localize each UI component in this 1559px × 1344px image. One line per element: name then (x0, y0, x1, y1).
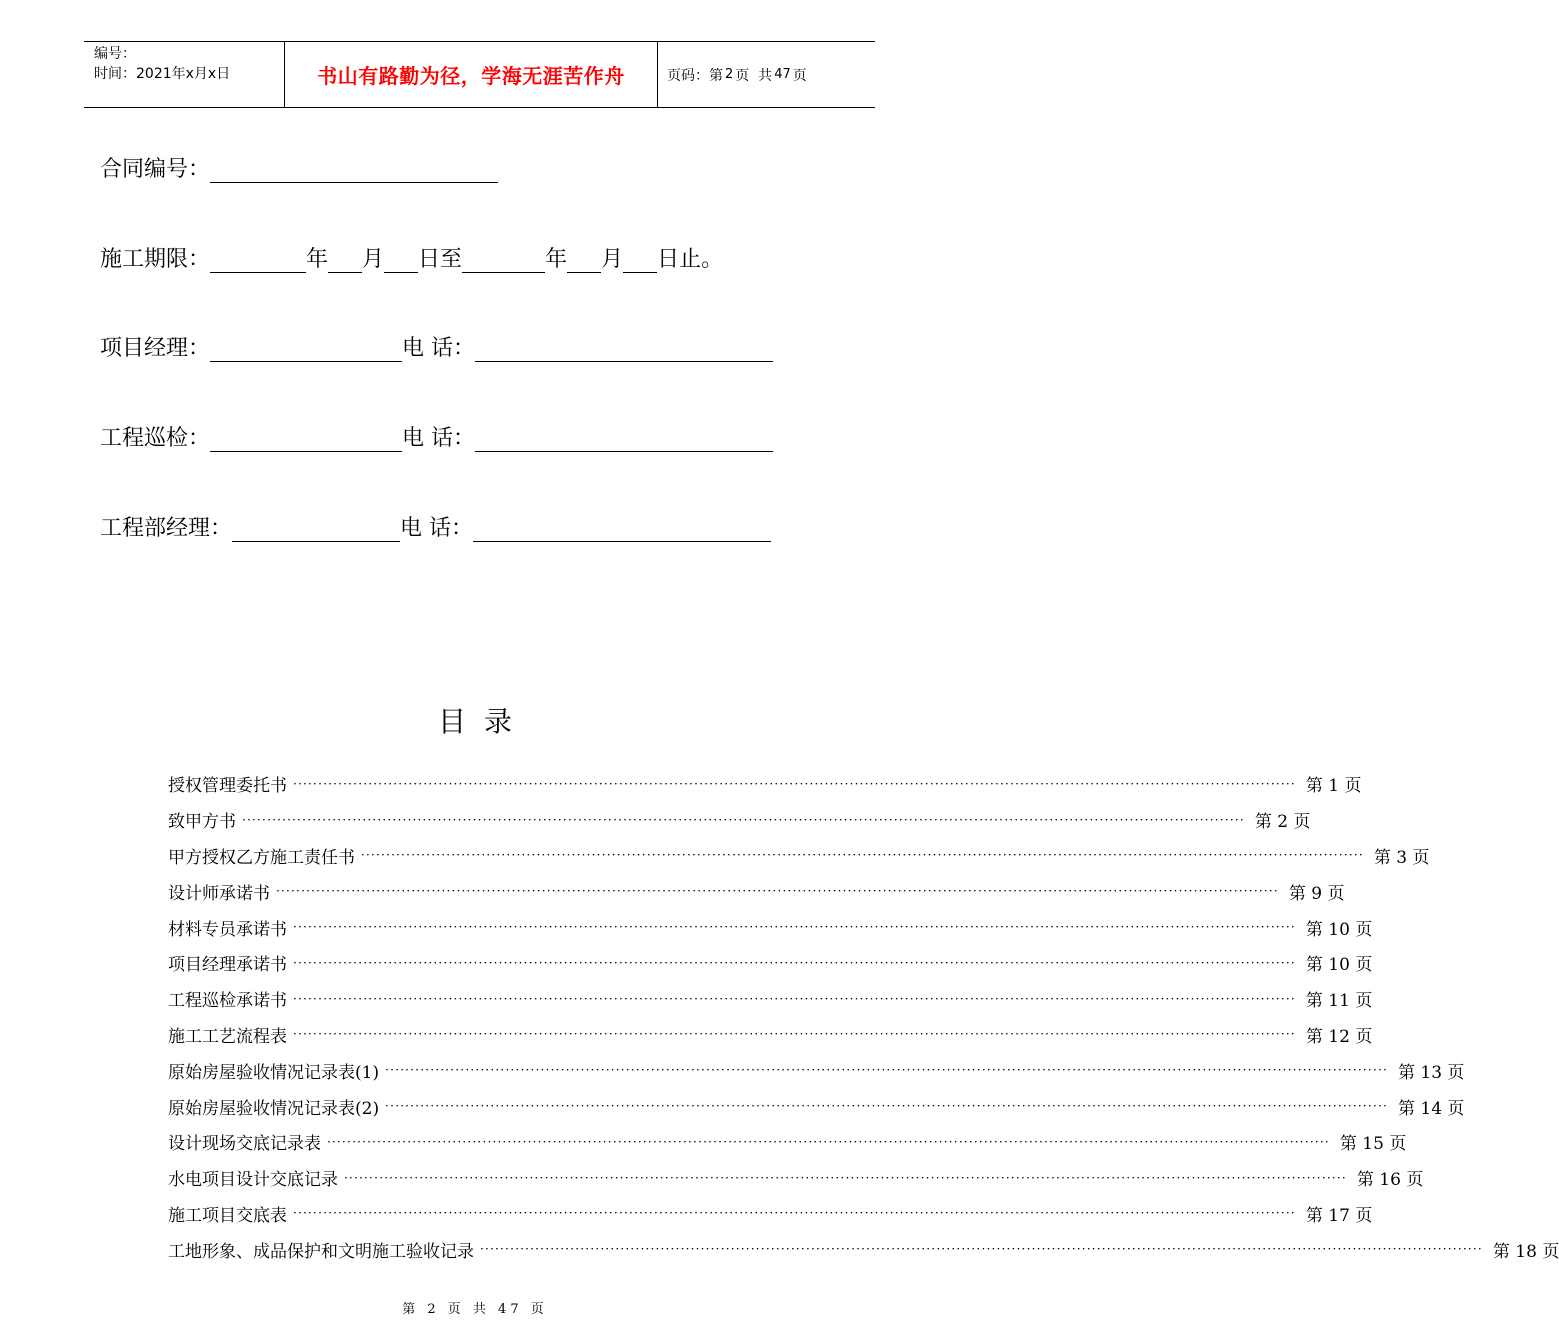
toc-item-title: 原始房屋验收情况记录表(2) (168, 1098, 380, 1119)
contract-no-blank[interactable] (210, 156, 498, 183)
inspect-blank[interactable] (210, 425, 402, 452)
page-current: 2 (725, 67, 734, 82)
pm-phone-blank[interactable] (475, 335, 773, 362)
page-footer: 第 2 页 共 47 页 (402, 1302, 548, 1317)
toc-item[interactable] (168, 909, 1373, 945)
toc-leader-dots: ········································································································································································································ (293, 1027, 1296, 1042)
toc-item-page: 第 18 页 (1492, 1241, 1559, 1262)
inspect-phone-label: 电 话： (402, 426, 476, 451)
toc-item-title: 授权管理委托书 (168, 776, 287, 797)
toc-item[interactable] (168, 1017, 1373, 1053)
inspect-field (100, 422, 773, 456)
toc-leader-dots: ········································································································································································································ (293, 955, 1296, 970)
toc-leader-dots: ········································································································································································································ (242, 812, 1245, 827)
toc-item[interactable] (168, 945, 1373, 981)
pm-label: 项目经理： (100, 336, 211, 361)
end-year-blank[interactable] (462, 246, 545, 273)
toc-leader-dots: ········································································································································································································ (293, 991, 1296, 1006)
page-mid: 页 共 (735, 67, 773, 84)
toc-item-title: 材料专员承诺书 (168, 919, 287, 940)
toc-item-page: 第 1 页 (1305, 776, 1362, 797)
contract-no-field (100, 153, 498, 187)
dept-mgr-phone-blank[interactable] (473, 515, 771, 542)
toc-item[interactable] (168, 873, 1345, 909)
toc-item-page: 第 14 页 (1397, 1098, 1465, 1119)
toc-item-page: 第 3 页 (1373, 847, 1430, 868)
toc-item-page: 第 13 页 (1397, 1062, 1465, 1083)
day-end-text: 日止。 (657, 247, 724, 272)
toc-item-title: 致甲方书 (168, 812, 236, 833)
header-number-label: 编号： (94, 46, 136, 62)
toc-item[interactable] (168, 838, 1430, 874)
toc-item-page: 第 12 页 (1305, 1026, 1373, 1047)
toc-item-page: 第 16 页 (1356, 1170, 1424, 1191)
toc-item-page: 第 10 页 (1305, 955, 1373, 976)
toc-item-title: 设计师承诺书 (168, 883, 270, 904)
pm-field (100, 332, 773, 366)
start-day-blank[interactable] (384, 246, 418, 273)
toc-leader-dots: ········································································································································································································ (293, 1206, 1296, 1221)
toc-item-title: 原始房屋验收情况记录表(1) (168, 1062, 380, 1083)
header-motto: 书山有路勤为径，学海无涯苦作舟 (285, 42, 658, 107)
toc-item-page: 第 10 页 (1305, 919, 1373, 940)
inspect-phone-blank[interactable] (475, 425, 773, 452)
page-header (84, 41, 875, 108)
day-to-text: 日至 (418, 247, 463, 272)
toc-leader-dots: ········································································································································································································ (293, 920, 1296, 935)
header-date: 时间：2021年x月x日 (94, 66, 231, 82)
toc-leader-dots: ········································································································································································································ (276, 884, 1279, 899)
period-label: 施工期限： (100, 247, 211, 272)
toc-item-page: 第 11 页 (1305, 991, 1373, 1012)
period-field (100, 243, 723, 277)
dept-mgr-field (100, 512, 771, 546)
toc-leader-dots: ········································································································································································································ (344, 1170, 1347, 1185)
header-page-info (658, 42, 875, 107)
toc-leader-dots: ········································································································································································································ (327, 1134, 1330, 1149)
toc-leader-dots: ········································································································································································································ (385, 1063, 1388, 1078)
toc-item-title: 设计现场交底记录表 (168, 1134, 321, 1155)
toc-item-title: 施工工艺流程表 (168, 1026, 287, 1047)
toc-item[interactable] (168, 1196, 1373, 1232)
end-day-blank[interactable] (623, 246, 657, 273)
toc-leader-dots: ········································································································································································································ (385, 1099, 1388, 1114)
end-year-unit: 年 (545, 247, 568, 272)
toc-item-title: 项目经理承诺书 (168, 955, 287, 976)
toc-item-title: 工地形象、成品保护和文明施工验收记录 (168, 1241, 474, 1262)
toc-item[interactable] (168, 1160, 1424, 1196)
toc-item-page: 第 9 页 (1288, 883, 1345, 904)
toc-item[interactable] (168, 1088, 1465, 1124)
page-total: 47 (774, 67, 791, 82)
inspect-label: 工程巡检： (100, 426, 211, 451)
header-meta (84, 42, 285, 107)
contract-no-label: 合同编号： (100, 157, 211, 182)
start-year-unit: 年 (306, 247, 329, 272)
start-year-blank[interactable] (210, 246, 306, 273)
toc-item[interactable] (168, 1052, 1465, 1088)
toc-title: 目录 (437, 705, 530, 738)
start-month-blank[interactable] (328, 246, 362, 273)
toc-item[interactable] (168, 1124, 1407, 1160)
toc-item-title: 施工项目交底表 (168, 1205, 287, 1226)
dept-mgr-blank[interactable] (232, 515, 400, 542)
toc-item-title: 水电项目设计交底记录 (168, 1170, 338, 1191)
toc-item-page: 第 2 页 (1254, 812, 1311, 833)
page-suffix: 页 (792, 67, 807, 84)
pm-blank[interactable] (210, 335, 402, 362)
toc-leader-dots: ········································································································································································································ (293, 776, 1296, 791)
end-month-unit: 月 (601, 247, 624, 272)
toc-item-title: 甲方授权乙方施工责任书 (168, 847, 355, 868)
toc-item[interactable] (168, 802, 1311, 838)
toc-leader-dots: ········································································································································································································ (480, 1242, 1483, 1257)
page-prefix: 页码：第 (667, 67, 723, 84)
dept-mgr-phone-label: 电 话： (400, 516, 474, 541)
dept-mgr-label: 工程部经理： (100, 516, 233, 541)
toc-item-page: 第 17 页 (1305, 1205, 1373, 1226)
toc-list (168, 766, 1559, 1267)
toc-item[interactable] (168, 766, 1362, 802)
toc-item-page: 第 15 页 (1339, 1134, 1407, 1155)
toc-item[interactable] (168, 1231, 1559, 1267)
start-month-unit: 月 (362, 247, 385, 272)
end-month-blank[interactable] (567, 246, 601, 273)
toc-leader-dots: ········································································································································································································ (361, 848, 1364, 863)
toc-item-title: 工程巡检承诺书 (168, 991, 287, 1012)
pm-phone-label: 电 话： (402, 336, 476, 361)
toc-item[interactable] (168, 981, 1373, 1017)
